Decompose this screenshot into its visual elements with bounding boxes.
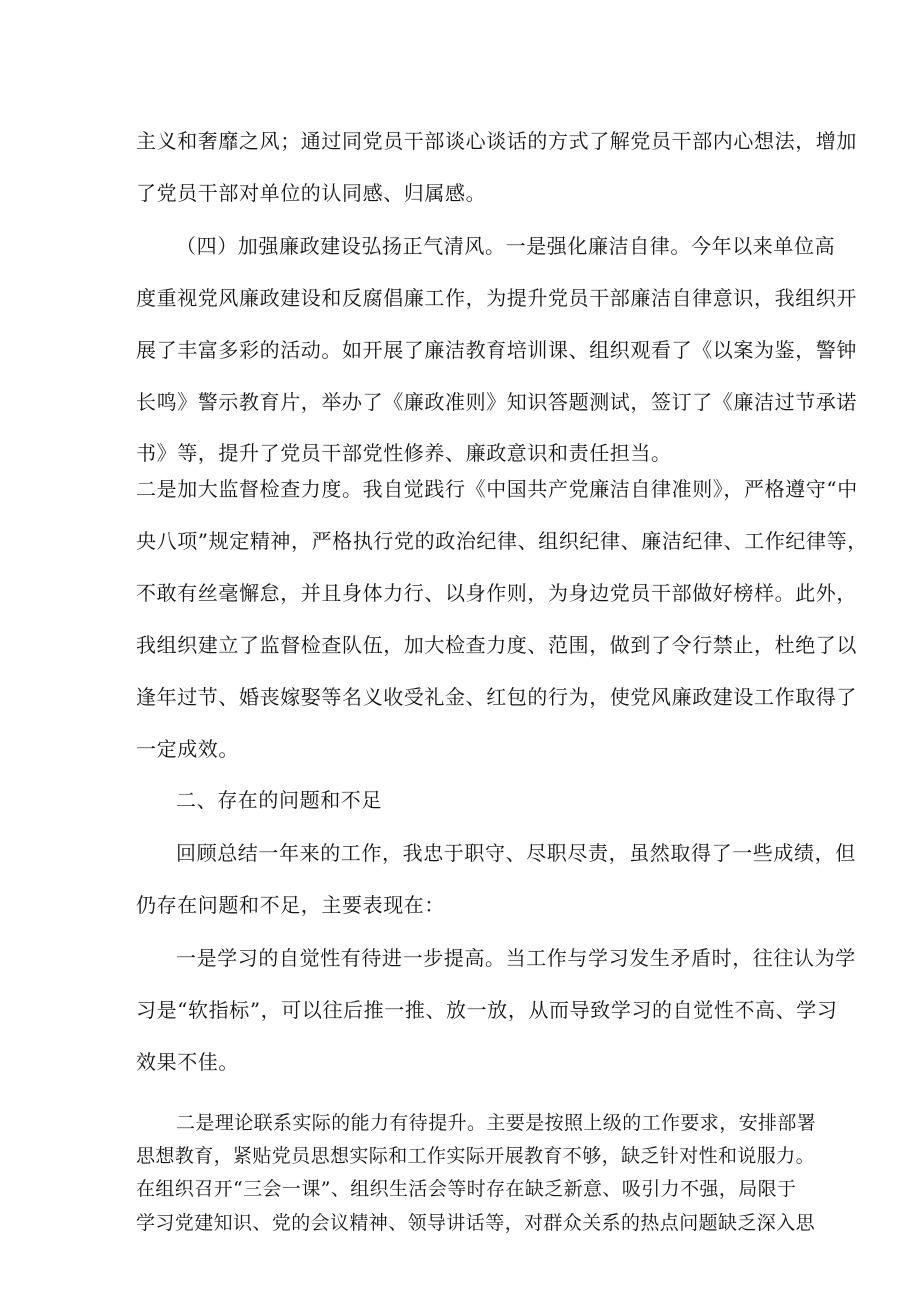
text-line: 学习党建知识、党的会议精神、领导讲话等，对群众关系的热点问题缺乏深入思 <box>136 1212 816 1234</box>
text-line: 展了丰富多彩的活动。如开展了廉洁教育培训课、组织观看了《以案为鉴，警钟 <box>136 338 857 362</box>
text-line: 度重视党风廉政建设和反腐倡廉工作，为提升党员干部廉洁自律意识，我组织开 <box>136 286 857 310</box>
text-line: 回顾总结一年来的工作，我忠于职守、尽职尽责，虽然取得了一些成绩，但 <box>176 841 856 865</box>
text-line: 书》等，提升了党员干部党性修养、廉政意识和责任担当。 <box>136 441 672 465</box>
section-heading: 二、存在的问题和不足 <box>176 788 382 812</box>
text-line: 我组织建立了监督检查队伍，加大检查力度、范围，做到了令行禁止，杜绝了以 <box>136 633 857 657</box>
text-line: 了党员干部对单位的认同感、归属感。 <box>136 181 487 205</box>
text-line: 长鸣》警示教育片，举办了《廉政准则》知识答题测试，签订了《廉洁过节承诺 <box>136 390 857 414</box>
text-line: 仍存在问题和不足，主要表现在： <box>136 893 445 917</box>
section-heading-line: （四）加强廉政建设弘扬正气清风。一是强化廉洁自律。今年以来单位高 <box>176 234 836 258</box>
text-line: 不敢有丝毫懈怠，并且身体力行、以身作则，为身边党员干部做好榜样。此外， <box>136 581 857 605</box>
text-line: 习是“软指标”，可以往后推一推、放一放，从而导致学习的自觉性不高、学习 <box>136 998 838 1022</box>
text-line: 思想教育，紧贴党员思想实际和工作实际开展教育不够，缺乏针对性和说服力。 <box>136 1145 816 1167</box>
text-line: 效果不佳。 <box>136 1050 239 1074</box>
text-line: 二是加大监督检查力度。我自觉践行《中国共产党廉洁自律准则》，严格遵守“中 <box>136 477 858 501</box>
text-line: 逢年过节、婚丧嫁娶等名义收受礼金、红包的行为，使党风廉政建设工作取得了 <box>136 685 857 709</box>
text-line: 央八项”规定精神，严格执行党的政治纪律、组织纪律、廉洁纪律、工作纪律等， <box>136 529 868 553</box>
text-line: 一定成效。 <box>136 737 239 761</box>
text-line: 主义和奢靡之风；通过同党员干部谈心谈话的方式了解党员干部内心想法，增加 <box>136 129 857 153</box>
text-line: 二是理论联系实际的能力有待提升。主要是按照上级的工作要求，安排部署 <box>176 1112 817 1134</box>
text-line: 在组织召开“三会一课”、组织生活会等时存在缺乏新意、吸引力不强，局限于 <box>136 1178 797 1200</box>
text-line: 一是学习的自觉性有待进一步提高。当工作与学习发生矛盾时，往往认为学 <box>176 946 856 970</box>
